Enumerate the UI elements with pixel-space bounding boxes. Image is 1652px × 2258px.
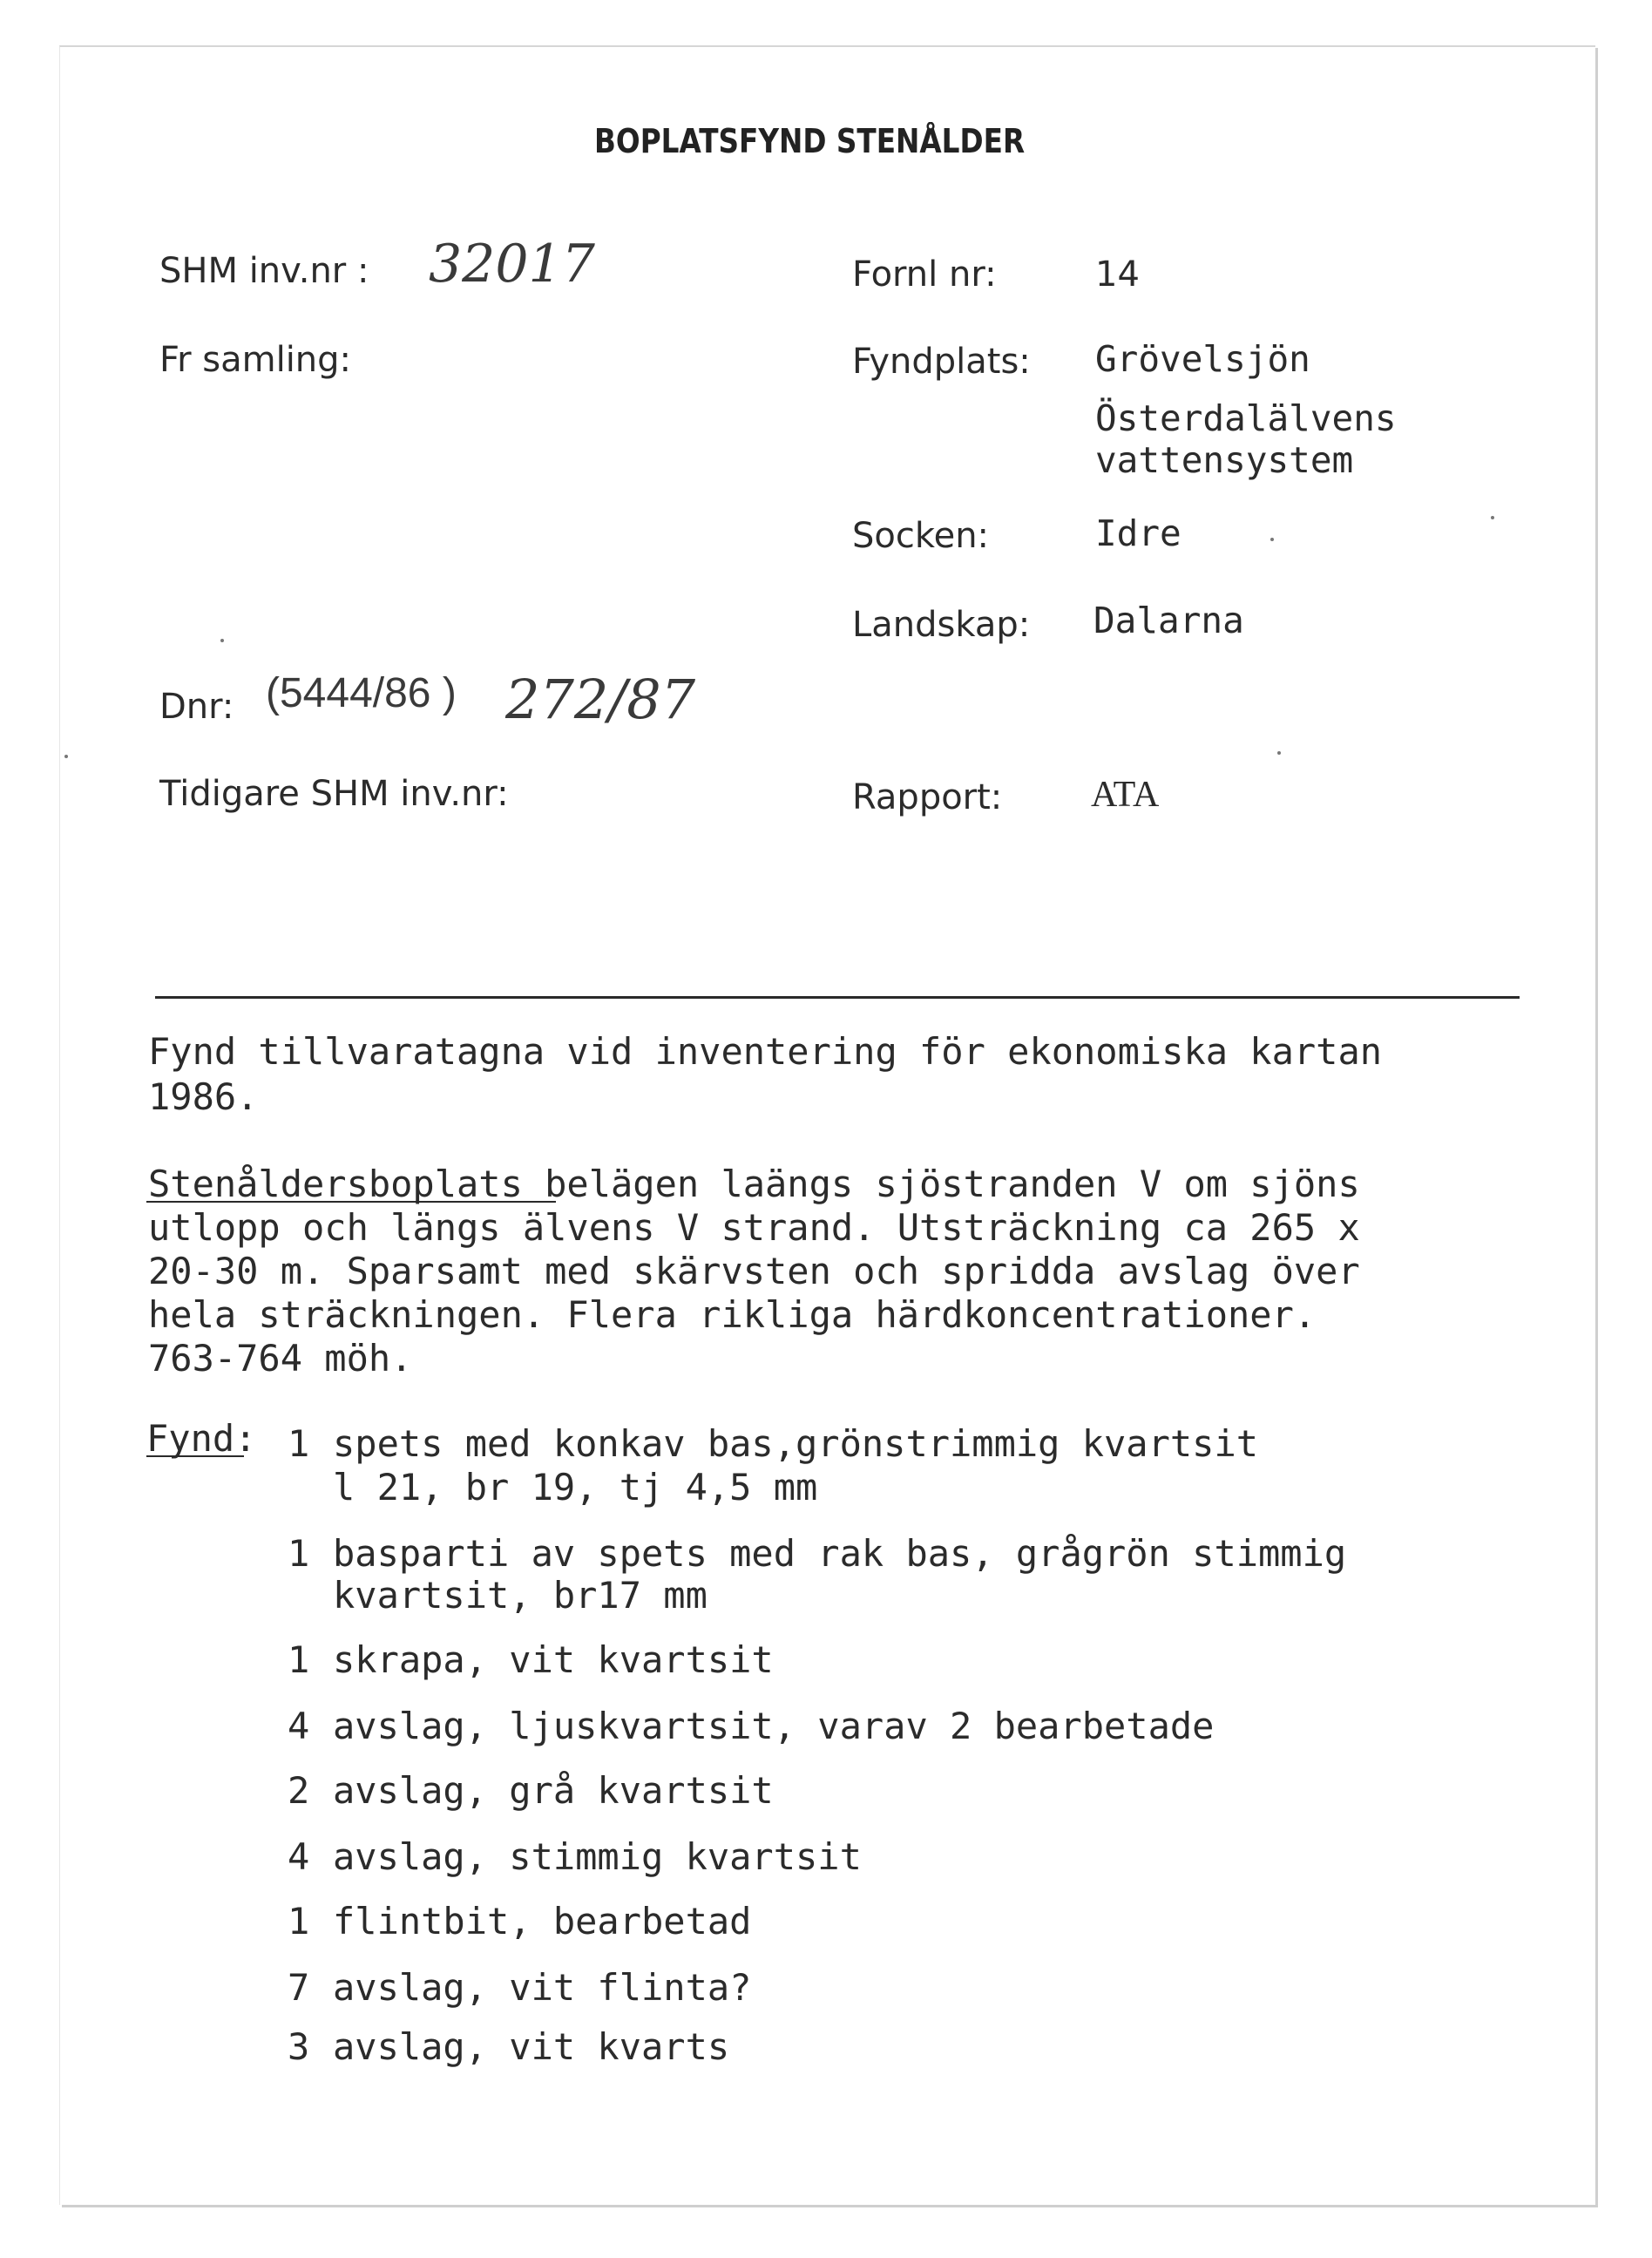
tidigare-shm-label: Tidigare SHM inv.nr: bbox=[159, 774, 509, 814]
fyndplats-label: Fyndplats: bbox=[852, 342, 1031, 382]
dnr-handwritten: 272/87 bbox=[505, 668, 696, 731]
shm-inv-label: SHM inv.nr : bbox=[159, 251, 369, 291]
fyndplats-line-1: Grövelsjön bbox=[1095, 338, 1310, 380]
find-line: avslag, stimmig kvartsit bbox=[333, 1835, 862, 1878]
find-count: 1 bbox=[288, 1532, 310, 1575]
find-line: spets med konkav bas,grönstrimmig kvartsit bbox=[333, 1422, 1259, 1465]
find-count: 4 bbox=[288, 1835, 310, 1878]
description-line-4: hela sträckningen. Flera rikliga härdkoncentrationer. bbox=[148, 1293, 1317, 1336]
scan-speck bbox=[220, 639, 224, 642]
find-count: 1 bbox=[288, 1900, 310, 1943]
landskap-value: Dalarna bbox=[1093, 600, 1244, 641]
find-line: avslag, vit flinta? bbox=[333, 1966, 752, 2009]
landskap-label: Landskap: bbox=[852, 605, 1031, 645]
rapport-label: Rapport: bbox=[852, 777, 1003, 817]
description-line-1: Stenåldersboplats belägen laängs sjöstranden V om sjöns bbox=[148, 1163, 1360, 1205]
fr-samling-label: Fr samling: bbox=[159, 340, 352, 380]
intro-line-2: 1986. bbox=[148, 1075, 259, 1118]
find-line: avslag, grå kvartsit bbox=[333, 1769, 774, 1812]
fyndplats-line-3: vattensystem bbox=[1095, 439, 1354, 481]
intro-line-1: Fynd tillvaratagna vid inventering för ekonomiska kartan bbox=[148, 1030, 1383, 1073]
find-count: 3 bbox=[288, 2025, 310, 2068]
socken-label: Socken: bbox=[852, 516, 990, 556]
find-count: 1 bbox=[288, 1638, 310, 1681]
find-line: avslag, ljuskvartsit, varav 2 bearbetade bbox=[333, 1705, 1215, 1747]
description-line-5: 763-764 möh. bbox=[148, 1337, 413, 1380]
separator-line bbox=[155, 996, 1520, 999]
find-line: skrapa, vit kvartsit bbox=[333, 1638, 774, 1681]
dnr-label: Dnr: bbox=[159, 687, 234, 727]
find-line: avslag, vit kvarts bbox=[333, 2025, 730, 2068]
rapport-value: ATA bbox=[1091, 775, 1160, 815]
scan-speck bbox=[1491, 516, 1494, 519]
shm-inv-value: 32017 bbox=[429, 234, 595, 295]
finds-label-underline bbox=[146, 1455, 244, 1457]
find-line: basparti av spets med rak bas, grågrön stimmig bbox=[333, 1532, 1347, 1575]
description-underline bbox=[146, 1201, 556, 1203]
fornl-nr-value: 14 bbox=[1095, 254, 1140, 295]
description-line-3: 20-30 m. Sparsamt med skärvsten och spridda avslag över bbox=[148, 1250, 1360, 1292]
find-line: flintbit, bearbetad bbox=[333, 1900, 752, 1943]
find-count: 2 bbox=[288, 1769, 310, 1812]
socken-value: Idre bbox=[1095, 512, 1181, 554]
fyndplats-line-2: Österdalälvens bbox=[1095, 397, 1397, 439]
scan-speck bbox=[1277, 751, 1281, 755]
finds-label: Fynd: bbox=[146, 1417, 257, 1460]
find-count: 1 bbox=[288, 1422, 310, 1465]
find-count: 7 bbox=[288, 1966, 310, 2009]
fornl-nr-label: Fornl nr: bbox=[852, 254, 997, 295]
find-line: kvartsit, br17 mm bbox=[333, 1574, 708, 1617]
scan-speck bbox=[1270, 538, 1274, 541]
find-count: 4 bbox=[288, 1705, 310, 1747]
scan-speck bbox=[64, 755, 68, 758]
dnr-value: (5444/86 ) bbox=[266, 670, 457, 716]
card-title: BOPLATSFYND STENÅLDER bbox=[594, 122, 1026, 160]
find-line: l 21, br 19, tj 4,5 mm bbox=[333, 1466, 818, 1509]
description-line-2: utlopp och längs älvens V strand. Utsträckning ca 265 x bbox=[148, 1206, 1360, 1249]
